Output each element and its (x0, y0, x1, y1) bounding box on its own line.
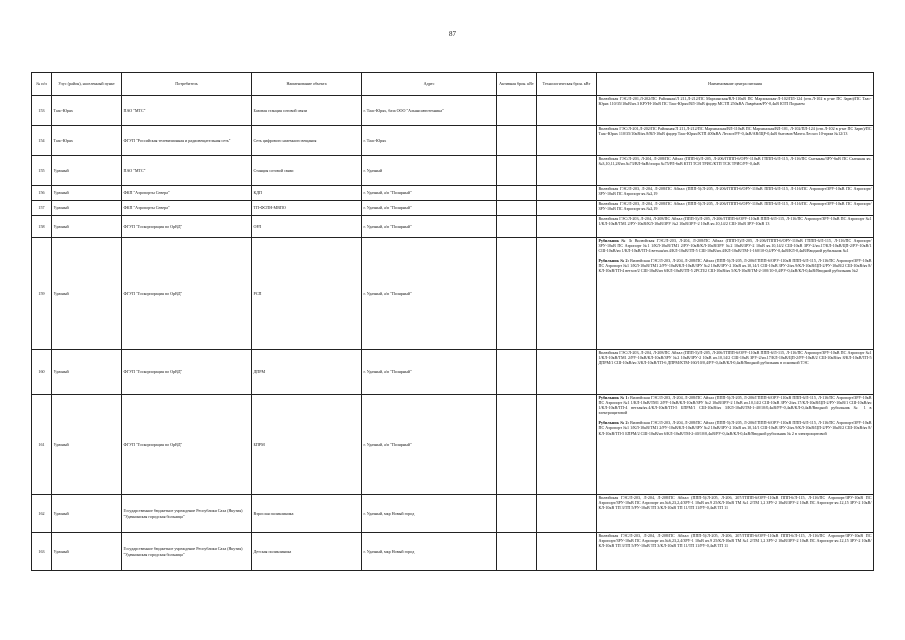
header-power-source: Наименование центра питания (597, 73, 874, 96)
row-power-source (597, 201, 874, 216)
row-address: г. Удачный, а/п "Полярный" (362, 350, 497, 395)
switch-label: Рубильник № 1: (598, 395, 629, 400)
row-address: г. Удачный (362, 156, 497, 186)
row-ulus: Таас-Юрях (52, 126, 122, 156)
power-source-paragraph: Рубильник № 2: Вилюйская ГЭС/Л-203, Л-204, Л-208/ПС Айхал (ППП-5)/Л-205, Л-206/ГППП-6/ОРУ-110кВ ППП-6/Л-115, Л-116/ПС Аэропорт/ЗРУ-10кВ ПС Аэропорт №1 1/КЛ-10кВ/ТМ1 2/РУ-10кВ/КЛ-10кВ/ЗРУ №2 10кВ/ЗРУ-2 10кВ яч.10,14/1 СШ-10кВ ЗРУ-2/яч.9/КЛ-10кВ/ЦП-2/РУ-10кВ/2 СШ-10кВ/яч 8/КЛ-10кВ/ТП-5 БПРМ/2 СШ-10кВ/яч 6/КЛ-10кВ/ТМ-2-40/10/0,4кВ/РУ-0,4кВ/КЛ-0,4кВ/Вводной рубильник № 2 в электрощитовой (598, 420, 872, 436)
row-consumer: Государственное бюджетное учреждение Республики Саха (Якутия) "Удачнинская городская больница" (122, 495, 252, 533)
row-tech-power (537, 96, 597, 126)
row-power-source (597, 126, 874, 156)
row-active-power (497, 201, 537, 216)
row-object: БПРМ (252, 395, 362, 495)
row-active-power (497, 216, 537, 238)
table-row (32, 238, 874, 350)
row-number: 162 (32, 495, 52, 533)
row-consumer: ПАО "МТС" (122, 156, 252, 186)
row-tech-power (537, 156, 597, 186)
row-consumer: ФКП "Аэропорты Севера" (122, 186, 252, 201)
row-object: ОРЛ (252, 216, 362, 238)
row-address: г. Удачный, а/п "Полярный" (362, 238, 497, 350)
row-power-source (597, 96, 874, 126)
row-number: 155 (32, 156, 52, 186)
power-source-paragraph: Вилюйская ГЭС/Л-203, Л-204, Л-208/ПС Айхал (ППП-5)/Л-205, Л-206/ГППП-6/ОРУ-110кВ ППП-6/Л-115, Л-116/ПС Аэропорт/ЗРУ-10кВ ПС Аэропорт №1 1/КЛ-10кВ/ТМ1 2/РУ-10кВ/КЛ-10кВ/ЗРУ №2 10кВ/ЗРУ-2 10кВ яч.10,14/2 СШ-10кВ ЗРУ-2/яч.17/КЛ-10кВ/ЦП-2/РУ-10кВ/2 СШ-10кВ/яч 8/КЛ-10кВ/ТП-5 ДПРМ/1 СШ-10кВ/яч 3/КЛ-10кВ/ТП-6 ДПРМ/КТМ-160/10/0,4/РУ-0,4кВ/КЛ-0,4кВ/Вводной рубильник в основной ТЭС (598, 350, 872, 366)
row-address: г. Удачный, мкр Новый город (362, 533, 497, 571)
table-row (32, 126, 874, 156)
switch-label: Рубильник № 1: (598, 238, 633, 243)
row-power-source (597, 395, 874, 495)
row-address: г. Таас-Юрях, база ООО "Альянсавтотехника" (362, 96, 497, 126)
row-tech-power (537, 126, 597, 156)
header-object: Наименование объекта (252, 73, 362, 96)
row-object: Взрослая поликлиника (252, 495, 362, 533)
row-tech-power (537, 238, 597, 350)
table-row (32, 96, 874, 126)
row-active-power (497, 533, 537, 571)
row-object: КДП (252, 186, 362, 201)
power-source-paragraph: Вилюйская ГЭС/Л-201,Л-202/ПС Районная/Л 211,Л-212/ПС Мархинская/ВЛ-110кВ ПС Мархинская-Л-102/ПЛ-124 (отп.Л-102 в р-не ПС Зарю)/ПС Таас-Юрях 110/35/10кВ/яч.3 КРУН-10кВ ПС Таас-Юрях/ВЛ-10кВ фидер МСТП 250кВА Лаврёнов/РУ-0,4кВ КТП Поднаем (598, 96, 872, 107)
row-ulus: Удачный (52, 156, 122, 186)
row-power-source (597, 216, 874, 238)
row-number: 158 (32, 216, 52, 238)
row-power-source (597, 238, 874, 350)
row-ulus: Удачный (52, 495, 122, 533)
row-tech-power (537, 495, 597, 533)
row-address: г. Удачный, а/п "Полярный" (362, 186, 497, 201)
row-number: 153 (32, 96, 52, 126)
row-active-power (497, 395, 537, 495)
switch-label: Рубильник № 2: (598, 258, 629, 264)
row-tech-power (537, 533, 597, 571)
power-source-paragraph: Вилюйская ГЭС/Л-201,Л-202/ПС Районная/Л 211,Л-212/ПС Мархинская/ВЛ-110кВ ПС Мархинская/ВЛ-101, Л-102/ПЛ-124 (отп.Л-102 в р-не ПС Зарю)/ПС Таас-Юрях 110/35/10кВ/яч.8/ВЛ-10кВ фидер Таас-Юрях/КТП 400кВА Лесхоз/РУ-0,4кВ/АВ/ЩР-0,4кВ бытовое/Мачта Лесхоз 10-прим №12/13 (598, 126, 872, 137)
row-active-power (497, 495, 537, 533)
row-number: 154 (32, 126, 52, 156)
row-ulus: Удачный (52, 186, 122, 201)
row-address: г. Удачный, мкр Новый город (362, 495, 497, 533)
row-address: г. Удачный, а/п "Полярный" (362, 216, 497, 238)
header-consumer: Потребитель (122, 73, 252, 96)
power-supply-table (31, 72, 874, 571)
row-ulus: Удачный (52, 533, 122, 571)
row-number: 156 (32, 186, 52, 201)
header-tech-power: Технологическая брон. кВт (537, 73, 597, 96)
table-row (32, 350, 874, 395)
row-active-power (497, 350, 537, 395)
row-consumer: Государственное бюджетное учреждение Республики Саха (Якутия) "Удачнинская городская больница" (122, 533, 252, 571)
row-tech-power (537, 186, 597, 201)
page-number: 87 (449, 30, 456, 38)
row-consumer: ФГУП "Российская телевизионная и радиовещательная сеть" (122, 126, 252, 156)
row-consumer: ПАО "МТС" (122, 96, 252, 126)
row-number: 163 (32, 533, 52, 571)
row-address: г. Удачный, а/п "Полярный" (362, 395, 497, 495)
table-row (32, 201, 874, 216)
header-active-power: Активная брон. кВт (497, 73, 537, 96)
switch-label: Рубильник № 2: (598, 420, 629, 426)
row-tech-power (537, 350, 597, 395)
row-object: Станция сотовой связи (252, 156, 362, 186)
row-power-source (597, 156, 874, 186)
row-consumer: ФГУП "Госкорпорация по ОрВД" (122, 395, 252, 495)
row-power-source (597, 495, 874, 533)
row-ulus: Удачный (52, 238, 122, 350)
row-object: ТП-ФСПН-МВПО (252, 201, 362, 216)
row-number: 157 (32, 201, 52, 216)
power-source-paragraph: Вилюйская ГЭС/Л-203, Л-204, Л-208/ПС Айхал (ППП-5)/Л-205, Л-206/ГППП-6/ОРУ-110кВ ППП-6/Л-115, Л-116/ПС Аэропорт/ЗРУ-10кВ ПС Аэропорт №1 1/КЛ-10кВ/ТМ1 2/РУ-10кВ/КЛ-10кВ/ЗРУ №2 10кВ/ЗРУ-2 10кВ яч.10,14/2 СШ-10кВ ЗРУ-10кВ 13 (598, 216, 872, 227)
power-source-paragraph: Вилюйская ГЭС/Л-203, Л-204, Л-208/ПС Айхал (ППП-5)/Л-205, Л-206/ГППП-6/ОРУ-110кВ ППП-6/Л-115, Л-116/ПС Аэропорт/ЗРУ-10кВ ПС Аэропорт/ЗРУ-10кВ ПС Аэропорт яч.№2,19 (598, 186, 872, 197)
row-consumer: ФКП "Аэропорты Севера" (122, 201, 252, 216)
row-consumer: ФГУП "Госкорпорация по ОрВД" (122, 216, 252, 238)
header-ulus: Улус (район), населенный пункт (52, 73, 122, 96)
table-header-row (32, 73, 874, 96)
row-number: 159 (32, 238, 52, 350)
power-source-paragraph: Рубильник № 1: Вилюйская ГЭС/Л-203, Л-204, Л-208/ПС Айхал (ППП-5)/Л-205, Л-206/ГППП-6/ОРУ-110кВ ГППП-6/Л-115, Л-116/ПС Аэропорт/ЗРУ-10кВ ПС Аэропорт №1 1/КЛ-10кВ/ТМ1 2/РУ-10кВ/КЛ-10кВ/ЗРУ №2 10кВ/ЗРУ-2 10кВ яч.10,14/2 СШ-10кВ ЗРУ-2/яч.17/КЛ-10кВ/ЦП-2/РУ-10кВ/1 СШ-10кВ/яч 1/КЛ-10кВ/ТП-4 ветхая/яч.4/КЛ-10кВ/ТП-5 СШ-10кВ/яч.4/КЛ-10кВ/ТМ-1-160/10-0,4/РУ-0,4кВ/КЛ-0,4кВ/Вводной рубильник №1 (598, 238, 872, 254)
row-tech-power (537, 216, 597, 238)
row-active-power (497, 156, 537, 186)
row-ulus: Таас-Юрях (52, 96, 122, 126)
row-ulus: Удачный (52, 395, 122, 495)
row-active-power (497, 186, 537, 201)
row-ulus: Удачный (52, 201, 122, 216)
row-address: г. Таас-Юрях (362, 126, 497, 156)
row-address: г. Удачный, а/п "Полярный" (362, 201, 497, 216)
row-tech-power (537, 201, 597, 216)
row-ulus: Удачный (52, 216, 122, 238)
row-active-power (497, 238, 537, 350)
row-power-source (597, 533, 874, 571)
header-address: Адрес (362, 73, 497, 96)
table-row (32, 156, 874, 186)
table-row (32, 533, 874, 571)
row-active-power (497, 126, 537, 156)
power-source-paragraph: Вилюйская ГЭС/Л-203, Л-204, Л-208/ПС Айхал (ППП-6)/Л-205, Л-206/ГППП-6/ОРУ-110кВ ГППП-6/Л-115, Л-116/ПС Сытыкан/ЗРУ-6кВ ПС Сытыкан яч. №3,10,11,28/яч.№73/ВЛ-6кВ/опора №75/РЛ-6кВ КТП ТСЯ ТРИС/КТП ТСК ТРИС/РУ-0,4кВ (598, 156, 872, 167)
power-source-paragraph: Рубильник № 1: Вилюйская ГЭС/Л-203, Л-204, Л-208/ПС Айхал (ППП-5)/Л-205, Л-206/ГППП-6/ОРУ-110кВ ППП-6/Л-115, Л-116/ПС Аэропорт/ЗРУ-10кВ ПС Аэропорт №1 1/КЛ-10кВ/ТМ1 2/РУ-10кВ/КЛ-10кВ/ЗРУ №2 10кВ/ЗРУ-2 10кВ яч.10,14/2 СШ-10кВ ЗРУ-2/яч.17/КЛ-10кВ/ЦП-2/РУ-10кВ/1 СШ-10кВ/яч 1/КЛ-10кВ/ТП-4 ветхая/яч.4/КЛ-10кВ/ТП-5 БПРМ/1 СШ-10кВ/яч 3/КЛ-10кВ/ТМ-1-40/10/0,4кВ/РУ-0,4кВ/КЛ-0,4кВ/Вводной рубильник № 1 в электрощитовой (598, 395, 872, 416)
table-row (32, 216, 874, 238)
row-object: Детская поликлиника (252, 533, 362, 571)
row-ulus: Удачный (52, 350, 122, 395)
row-object: Сеть цифрового наземного вещания (252, 126, 362, 156)
row-number: 160 (32, 350, 52, 395)
row-object: ДПРМ (252, 350, 362, 395)
power-source-paragraph: Вилюйская ГЭС/Л-203, Л-204, Л-208/ПС Айхал (ППП-5)/Л-205, Л-206, 207/ГППП-6/ОРУ-110кВ ППП-6/Л-115, Л-116/ПС Аэропорт/ЗРУ-10кВ ПС Аэропорт/ЗРУ-10кВ ПС Аэропорт яч.№6,23,2,4/ЗРУ-1 10кВ яч.9 25/КЛ-10кВ ТМ №1 2/ТМ 1,2 ЗРУ-2 10кВ/ЗРУ-2 10кВ ПС Аэропорт яч.12,15 ЗРУ-2 10кВ/КЛ-10кВ ТП 3/ТП 5/РУ-10кВ ТП 3/КЛ-10кВ ТП 11/ТП 11/РУ-0,4кВ ТП 11 (598, 533, 872, 549)
header-num: № п/п (32, 73, 52, 96)
row-number: 161 (32, 395, 52, 495)
row-consumer: ФГУП "Госкорпорация по ОрВД" (122, 350, 252, 395)
row-tech-power (537, 395, 597, 495)
row-consumer: ФГУП "Госкорпорация по ОрВД" (122, 238, 252, 350)
power-source-paragraph: Вилюйская ГЭС/Л-203, Л-204, Л-208/ПС Айхал (ППП-5)/Л-205, Л-206, 207/ГППП-6/ОРУ-110кВ ППП-6/Л-115, Л-116/ПС Аэропорт/ЗРУ-10кВ ПС Аэропорт/ЗРУ-10кВ ПС Аэропорт яч.№6,23,2,4/ЗРУ-1 10кВ яч.9 25/КЛ-10кВ ТМ №1 2/ТМ 1,2 ЗРУ-2 10кВ/ЗРУ-2 10кВ ПС Аэропорт яч.12,15 ЗРУ-2 10кВ/КЛ-10кВ ТП 3/ТП 5/РУ-10кВ ТП 3/КЛ-10кВ ТП 11/ТП 11/РУ-0,4кВ ТП 11 (598, 495, 872, 511)
row-active-power (497, 96, 537, 126)
table-row (32, 395, 874, 495)
row-power-source (597, 350, 874, 395)
table-row (32, 495, 874, 533)
power-source-paragraph: Рубильник № 2: Вилюйская ГЭС/Л-203, Л-204, Л-208/ПС Айхал (ППП-5)/Л-205, Л-206/ГППП-6/ОРУ-110кВ ППП-6/Л-115, Л-116/ПС Аэропорт/ЗРУ-10кВ ПС Аэропорт №1 1/КЛ-10кВ/ТМ1 2/РУ-10кВ/КЛ-10кВ/ЗРУ №2 10кВ/ЗРУ-2 10кВ яч.10,14/1 СШ-10кВ ЗРУ-2/яч.9/КЛ-10кВ/ЦП-2/РУ-10кВ/2 СШ-10кВ/яч 8/КЛ-10кВ/ТП-4 ветхое/2 СШ-10кВ/яч 6/КЛ-10кВ/ТП-5 2РСП/2 СШ-10кВ/яч 5/КЛ-10кВ/ТМ-2-100/10-0,4/РУ-0,4кВ/КЛ-0,4кВ/Вводной рубильник №2 (598, 258, 872, 274)
row-power-source (597, 186, 874, 201)
row-object: РСП (252, 238, 362, 350)
row-object: Базовая станция сотовой связи (252, 96, 362, 126)
table-row (32, 186, 874, 201)
power-source-paragraph: Вилюйская ГЭС/Л-203, Л-204, Л-208/ПС Айхал (ППП-5)/Л-205, Л-206/ГППП-6/ОРУ-110кВ ППП-6/Л-115, Л-116/ПС Аэропорт/ЗРУ-10кВ ПС Аэропорт/ЗРУ-10кВ ПС Аэропорт яч.№2,19 (598, 201, 872, 212)
